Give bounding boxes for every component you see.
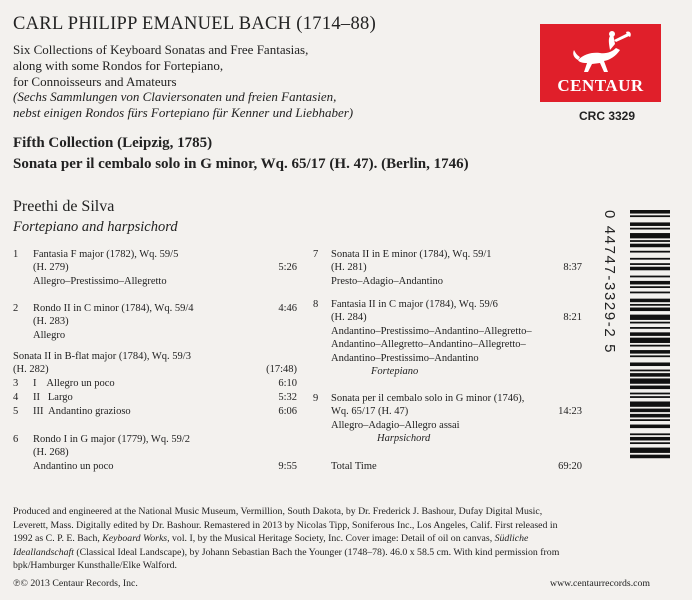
barcode-bar (630, 386, 670, 390)
track-line: Allegro–Prestissimo–Allegretto (33, 275, 167, 287)
track-duration: 5:32 (278, 392, 297, 403)
barcode-bar (630, 299, 670, 303)
track-number: 8 (313, 299, 319, 310)
track-duration: 6:10 (278, 378, 297, 389)
barcode-bar (630, 370, 670, 372)
barcode-bar (630, 215, 670, 217)
barcode-bar (630, 442, 670, 444)
track-number: 7 (313, 249, 319, 260)
barcode-bar (630, 286, 670, 288)
barcode-bar (630, 304, 670, 306)
track-number: 1 (13, 249, 19, 260)
performer-name: Preethi de Silva (13, 198, 115, 215)
credits-line (13, 532, 643, 546)
barcode-bar (630, 396, 670, 398)
website-link[interactable]: www.centaurrecords.com (550, 578, 651, 589)
barcode-bar (630, 258, 670, 260)
track-duration: 9:55 (278, 460, 297, 472)
barcode-bar (630, 276, 670, 278)
performer-instrument: Fortepiano and harpsichord (13, 219, 178, 235)
german-title-line: nebst einigen Rondos fürs Fortepiano für Kenner und Liebhaber) (13, 105, 354, 121)
barcode-bar (630, 414, 670, 418)
barcode-number: 0 44747-3329-2 5 (601, 210, 618, 355)
track-line: Andantino un poco (33, 460, 114, 472)
track-number: 9 (313, 393, 319, 404)
credits-text: (Classical Ideal Landscape), by Johann Sebastian Bach the Younger (1748–78). 46.0 x 58.5 cm. With kind permission from (73, 546, 560, 558)
barcode-digits (598, 210, 618, 460)
track-line: (H. 284) (331, 312, 367, 324)
sonata-title (13, 350, 191, 377)
total-time-label: Total Time (331, 461, 377, 472)
track-line: Allegro (33, 329, 66, 341)
credits-text: 1992 as C. P. E. Bach, (13, 533, 103, 545)
barcode-bar (630, 332, 670, 336)
description-line: along with some Rondos for Fortepiano, (13, 57, 224, 73)
barcode-bar (630, 315, 670, 320)
track-title (331, 298, 532, 378)
track-line: Fantasia F major (1782), Wq. 59/5 (33, 249, 179, 260)
barcode-bar (630, 281, 670, 285)
track-title (33, 302, 194, 342)
instrument-note: Fortepiano (371, 366, 419, 378)
track-number: 6 (13, 434, 19, 445)
barcode-bar (630, 455, 670, 459)
track-line: (H. 268) (33, 447, 69, 459)
total-time-value: 69:20 (558, 461, 582, 472)
barcode-bar (630, 251, 670, 253)
track-line: Andantino–Allegretto–Andantino–Allegretto– (331, 339, 526, 351)
track-number: 5 (13, 406, 19, 417)
track-line: Rondo II in C minor (1784), Wq. 59/4 (33, 303, 194, 314)
track-title (33, 433, 190, 473)
description-line: for Connoisseurs and Amateurs (13, 73, 177, 89)
barcode-bar (630, 240, 670, 242)
credits-text: Keyboard Works (102, 533, 168, 545)
centaur-icon (570, 30, 632, 76)
barcode-bar (630, 419, 670, 421)
barcode-bar (630, 373, 670, 377)
centaur-logo (540, 24, 661, 102)
barcode-bar (630, 401, 670, 406)
track-duration: 8:21 (563, 312, 582, 324)
production-credits (13, 505, 643, 573)
track-line: (H. 282) (13, 364, 49, 376)
collection-description (13, 42, 433, 121)
track-line: Allegro–Adagio–Allegro assai (331, 419, 460, 431)
track-title (331, 392, 524, 446)
movement-title: I Allegro un poco (33, 378, 115, 389)
track-line: (H. 281) (331, 262, 367, 274)
barcode-bar (630, 210, 670, 214)
credits-line: Produced and engineered at the National Music Museum, Vermillion, South Dakota, by Dr. Frederick J. Bashour, Dufay Digital Music, (13, 506, 543, 517)
barcode-bar (630, 409, 670, 413)
track-line: Wq. 65/17 (H. 47) (331, 406, 409, 418)
credits-line: bpk/Hamburger Kunsthalle/Elke Walford. (13, 560, 177, 572)
track-line: Fantasia II in C major (1784), Wq. 59/6 (331, 299, 498, 310)
track-title (33, 248, 178, 288)
track-line: Andantino–Prestissimo–Andantino–Allegretto– (331, 325, 532, 337)
collection-heading: Fifth Collection (Leipzig, 1785) (13, 135, 213, 151)
barcode-bar (630, 378, 670, 383)
german-title-line: (Sechs Sammlungen von Claviersonaten und freien Fantasien, (13, 89, 337, 105)
track-duration: 4:46 (278, 303, 297, 314)
barcode-bar (630, 267, 670, 271)
featured-sonata-heading: Sonata per il cembalo solo in G minor, Wq. 65/17 (H. 47). (Berlin, 1746) (13, 156, 469, 172)
barcode-bar (630, 327, 670, 329)
credits-text: Südliche (494, 533, 529, 545)
catalog-number: CRC 3329 (579, 109, 636, 123)
barcode-bar (630, 233, 670, 238)
barcode-bar (630, 393, 670, 395)
barcode-bar (630, 292, 670, 294)
credits-line (13, 546, 643, 560)
barcode-bar (630, 345, 670, 347)
movement-title: III Andantino grazioso (33, 406, 131, 417)
instrument-note: Harpsichord (377, 433, 431, 445)
barcode-bar (630, 338, 670, 343)
track-duration: 14:23 (558, 406, 582, 418)
track-duration: 8:37 (563, 262, 582, 274)
track-title (331, 248, 492, 288)
movement-title: II Largo (33, 392, 73, 403)
barcode-bar (630, 362, 670, 366)
credits-line: Leverett, Mass. Digitally edited by Dr. Bashour. Remastered in 2013 by Nicolas Tipp, Soniferous Inc., Los Angeles, Calif. First released in (13, 519, 558, 531)
track-number: 2 (13, 303, 19, 314)
track-line: Sonata per il cembalo solo in G minor (1746), (331, 393, 525, 404)
barcode-bar (630, 308, 670, 312)
credits-text: Ideallandschaft (13, 546, 74, 558)
track-duration: 6:06 (278, 406, 297, 417)
barcode-bar (630, 425, 670, 429)
track-line: Andantino–Prestissimo–Andantino (331, 352, 479, 364)
barcode-bar (630, 228, 670, 230)
barcode-bar (630, 448, 670, 453)
barcode-bar (630, 433, 670, 435)
sonata-duration: (17:48) (266, 364, 297, 376)
barcode-bar (630, 437, 670, 441)
barcode (630, 210, 670, 460)
track-line: Rondo I in G major (1779), Wq. 59/2 (33, 434, 190, 445)
track-line: (H. 283) (33, 316, 69, 328)
track-line: (H. 279) (33, 262, 69, 274)
track-duration: 5:26 (278, 262, 297, 274)
credits-text: , vol. I, by the Musical Heritage Society, Inc. Cover image: Detail of oil on canvas, (167, 533, 495, 545)
barcode-bar (630, 263, 670, 265)
barcode-bar (630, 222, 670, 226)
track-line: Presto–Adagio–Andantino (331, 275, 443, 287)
barcode-bar (630, 355, 670, 357)
track-line: Sonata II in B-flat major (1784), Wq. 59/3 (13, 351, 191, 362)
barcode-bar (630, 350, 670, 354)
label-name: CENTAUR (557, 76, 644, 95)
barcode-bar (630, 322, 670, 324)
composer-title: CARL PHILIPP EMANUEL BACH (1714–88) (13, 14, 377, 34)
copyright-notice: ℗© 2013 Centaur Records, Inc. (13, 578, 138, 589)
barcode-bar (630, 244, 670, 248)
track-number: 4 (13, 392, 19, 403)
track-line: Sonata II in E minor (1784), Wq. 59/1 (331, 249, 492, 260)
description-line: Six Collections of Keyboard Sonatas and Free Fantasias, (13, 42, 309, 57)
track-number: 3 (13, 378, 19, 389)
